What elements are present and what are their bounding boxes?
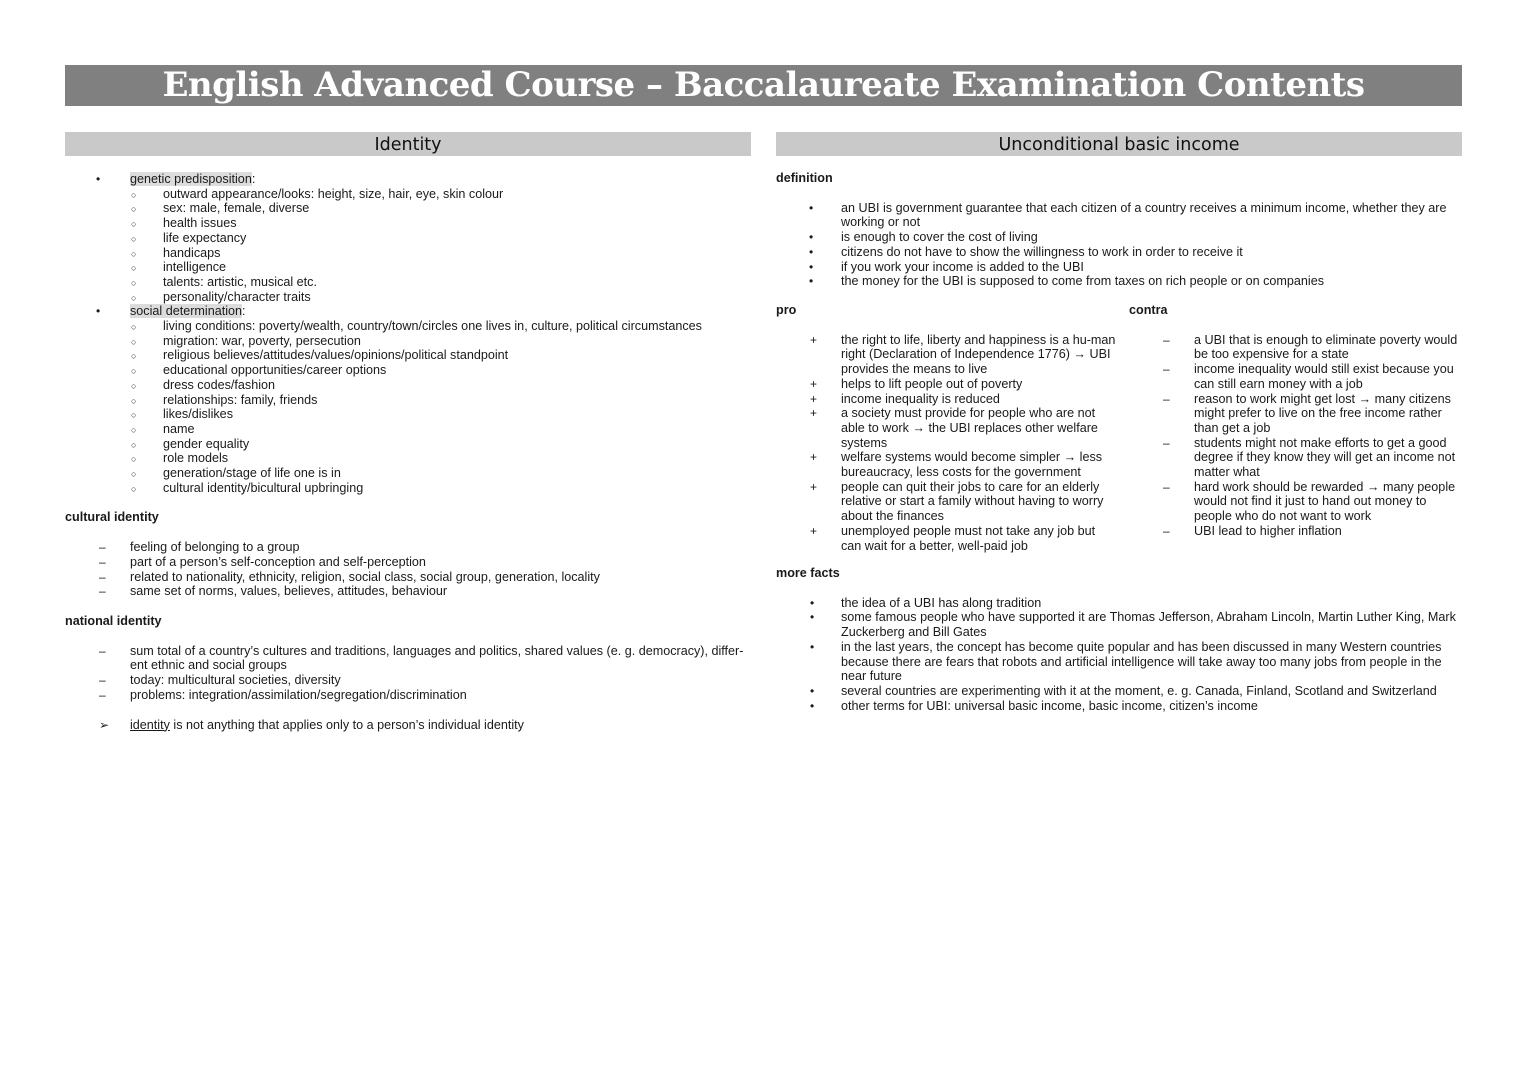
page-title: English Advanced Course – Baccalaureate Examination Contents [65,65,1462,106]
circle-bullet-icon: ○ [131,219,137,230]
list-item: – UBI lead to higher inflation [1163,523,1342,538]
list-item: – reason to work might get lost → many citizens might prefer to live on the free income rather than get a job [1163,391,1451,435]
circle-bullet-icon: ○ [131,454,137,465]
plus-icon: + [810,523,818,538]
dash-icon: – [99,569,106,584]
list-item: ○ talents: artistic, musical etc. [131,274,317,289]
social-determination-label: social determination [130,304,243,319]
circle-bullet-icon: ○ [131,351,137,362]
more-facts-block [776,566,1462,713]
minus-icon: – [1163,362,1170,377]
plus-icon: + [810,376,818,391]
pro-list [776,333,1116,554]
plus-icon: + [810,479,818,494]
circle-bullet-icon: ○ [131,277,137,288]
definition-heading: definition [776,171,833,185]
list-item: – a UBI that is enough to eliminate poverty would be too expensive for a state [1163,332,1458,362]
list-item: – sum total of a country’s cultures and traditions, languages and politics, shared values (e. g. democracy), differ-ent ethnic and social groups [99,643,744,673]
bullet-icon: • [810,698,815,713]
list-item: – feeling of belonging to a group [99,540,300,555]
ubi-section-title: Unconditional basic income [776,132,1462,156]
list-item: ○ migration: war, poverty, persecution [131,333,361,348]
list-item: ○ life expectancy [131,230,247,245]
list-item: ○ likes/dislikes [131,407,233,422]
list-item: – problems: integration/assimilation/segregation/discrimination [99,687,467,702]
list-item: • the idea of a UBI has along tradition [810,595,1042,610]
list-item: – same set of norms, values, believes, attitudes, behaviour [99,584,448,599]
list-item: • citizens do not have to show the willingness to work in order to receive it [809,244,1243,259]
genetic-predisposition-item: • genetic predisposition: ○ outward appearance/looks: height, size, hair, eye, skin colour ○ sex: male, female, diverse ○ health issues ○ life expectancy ○ handicaps ○ intelligence ○ talents: artistic, musical etc. ○ personality/character traits [65,172,751,304]
bullet-icon: • [809,259,814,274]
arrow-bullet-icon: ➢ [99,717,110,732]
list-item: • is enough to cover the cost of living [809,230,1038,245]
bullet-icon: • [809,200,814,215]
list-item: ○ dress codes/fashion [131,377,276,392]
dash-icon: – [99,584,106,599]
list-item: – students might not make efforts to get a good degree if they know they will get an income not matter what [1163,435,1456,480]
list-item: ○ relationships: family, friends [131,392,318,407]
identity-term: identity [130,717,170,732]
more-facts-list [776,596,1462,714]
plus-icon: + [810,332,818,347]
list-item: ➢ identity is not anything that applies only to a person’s individual identity [99,717,524,732]
list-item: + welfare systems would become simpler → less bureaucracy, less costs for the government [810,450,1103,480]
list-item: ○ gender equality [131,436,250,451]
contra-list [1129,333,1462,539]
list-item: – hard work should be rewarded → many people would not find it just to hand out money to people who do not want to work [1163,479,1456,524]
minus-icon: – [1163,332,1170,347]
identity-column [65,132,751,732]
list-item: ○ educational opportunities/career options [131,363,387,378]
more-facts-heading: more facts [776,566,840,580]
cultural-identity-list [65,540,751,599]
circle-bullet-icon: ○ [131,469,137,480]
list-item: – part of a person’s self-conception and self-perception [99,554,426,569]
national-identity-list [65,644,751,703]
bullet-icon: • [810,683,815,698]
circle-bullet-icon: ○ [131,395,137,406]
list-item: • several countries are experimenting with it at the moment, e. g. Canada, Finland, Scotland and Switzerland [810,683,1437,698]
dash-icon: – [99,673,106,688]
list-item: ○ generation/stage of life one is in [131,466,341,481]
circle-bullet-icon: ○ [131,292,137,303]
circle-bullet-icon: ○ [131,424,137,435]
circle-bullet-icon: ○ [131,263,137,274]
minus-icon: – [1163,479,1170,494]
bullet-icon: • [809,230,814,245]
circle-bullet-icon: ○ [131,483,137,494]
list-item: ○ handicaps [131,245,221,260]
dash-icon: – [99,643,106,658]
minus-icon: – [1163,391,1170,406]
bullet-icon: • [96,304,101,319]
list-item: + the right to life, liberty and happiness is a hu-man right (Declaration of Independence 1776) → UBI provides the means to live [810,332,1116,377]
list-item: ○ name [131,421,195,436]
bullet-icon: • [809,274,814,289]
list-item: – income inequality would still exist because you can still earn money with a job [1163,362,1454,391]
bullet-icon: • [810,595,815,610]
dash-icon: – [99,540,106,555]
list-item: ○ role models [131,451,229,466]
list-item: + helps to lift people out of poverty [810,376,1023,391]
list-item: ○ living conditions: poverty/wealth, country/town/circles one lives in, culture, political circumstances [131,319,702,334]
list-item: • in the last years, the concept has become quite popular and has been discussed in many Western countries because there are fears that robots and artificial intelligence will take away too many jobs from people in the near future [810,639,1442,684]
ubi-column [776,132,1462,732]
circle-bullet-icon: ○ [131,410,137,421]
list-item: • other terms for UBI: universal basic income, basic income, citizen’s income [810,698,1258,713]
cultural-identity-heading: cultural identity [65,510,159,525]
identity-determinants-list [65,172,751,495]
circle-bullet-icon: ○ [131,366,137,377]
pro-block [776,303,1116,553]
bullet-icon: • [810,610,815,625]
circle-bullet-icon: ○ [131,189,137,200]
list-item: + income inequality is reduced [810,391,1000,406]
list-item: • the money for the UBI is supposed to come from taxes on rich people or on companies [809,274,1325,289]
plus-icon: + [810,450,818,465]
circle-bullet-icon: ○ [131,380,137,391]
list-item: ○ health issues [131,216,237,231]
genetic-predisposition-label: genetic predisposition [130,172,252,186]
plus-icon: + [810,406,818,421]
minus-icon: – [1163,523,1170,538]
circle-bullet-icon: ○ [131,336,137,347]
list-item: • some famous people who have supported it are Thomas Jefferson, Abraham Lincoln, Martin Luther King, Mark Zuckerberg and Bill Gates [810,610,1456,640]
list-item: • an UBI is government guarantee that each citizen of a country receives a minimum income, whether they are working or not [809,200,1447,230]
circle-bullet-icon: ○ [131,233,137,244]
list-item: ○ outward appearance/looks: height, size, hair, eye, skin colour [131,186,504,201]
identity-conclusion [65,718,751,733]
list-item: ○ intelligence [131,260,227,275]
list-item: ○ personality/character traits [131,289,311,304]
circle-bullet-icon: ○ [131,322,137,333]
circle-bullet-icon: ○ [131,204,137,215]
bullet-icon: • [809,244,814,259]
list-item: + people can quit their jobs to care for an elderly relative or start a family without having to worry about the finances [810,479,1104,524]
pro-heading: pro [776,303,797,317]
circle-bullet-icon: ○ [131,248,137,259]
identity-section-title: Identity [65,132,751,156]
list-item: – today: multicultural societies, diversity [99,673,341,688]
list-item: • if you work your income is added to the UBI [809,259,1084,274]
contra-block [1129,303,1462,539]
genetic-list [130,187,751,305]
minus-icon: – [1163,435,1170,450]
list-item: – related to nationality, ethnicity, religion, social class, social group, generation, locality [99,569,600,584]
list-item: + unemployed people must not take any job but can wait for a better, well-paid job [810,523,1096,553]
dash-icon: – [99,554,106,569]
social-list [130,319,751,495]
list-item: ○ sex: male, female, diverse [131,201,310,216]
definition-list [776,201,1462,289]
national-identity-heading: national identity [65,613,162,628]
list-item: ○ cultural identity/bicultural upbringing [131,480,364,495]
bullet-icon: • [810,639,815,654]
list-item: + a society must provide for people who are not able to work → the UBI replaces other welfare systems [810,406,1098,450]
contra-heading: contra [1129,303,1168,317]
dash-icon: – [99,687,106,702]
bullet-icon: • [96,172,101,186]
list-item: ○ religious believes/attitudes/values/opinions/political standpoint [131,348,509,363]
circle-bullet-icon: ○ [131,439,137,450]
social-determination-item: • social determination: ○ living conditions: poverty/wealth, country/town/circles one lives in, culture, political circumstances ○ migration: war, poverty, persecution ○ religious believes/attitudes/values/opinions/political standpoint ○ educational opportunities/career options ○ dress codes/fashion ○ relationships: family, friends ○ likes/dislikes ○ name ○ gender equality ○ role models ○ generation/stage of life one is in ○ cultural identity/bicultural upbringing [65,304,751,495]
plus-icon: + [810,391,818,406]
